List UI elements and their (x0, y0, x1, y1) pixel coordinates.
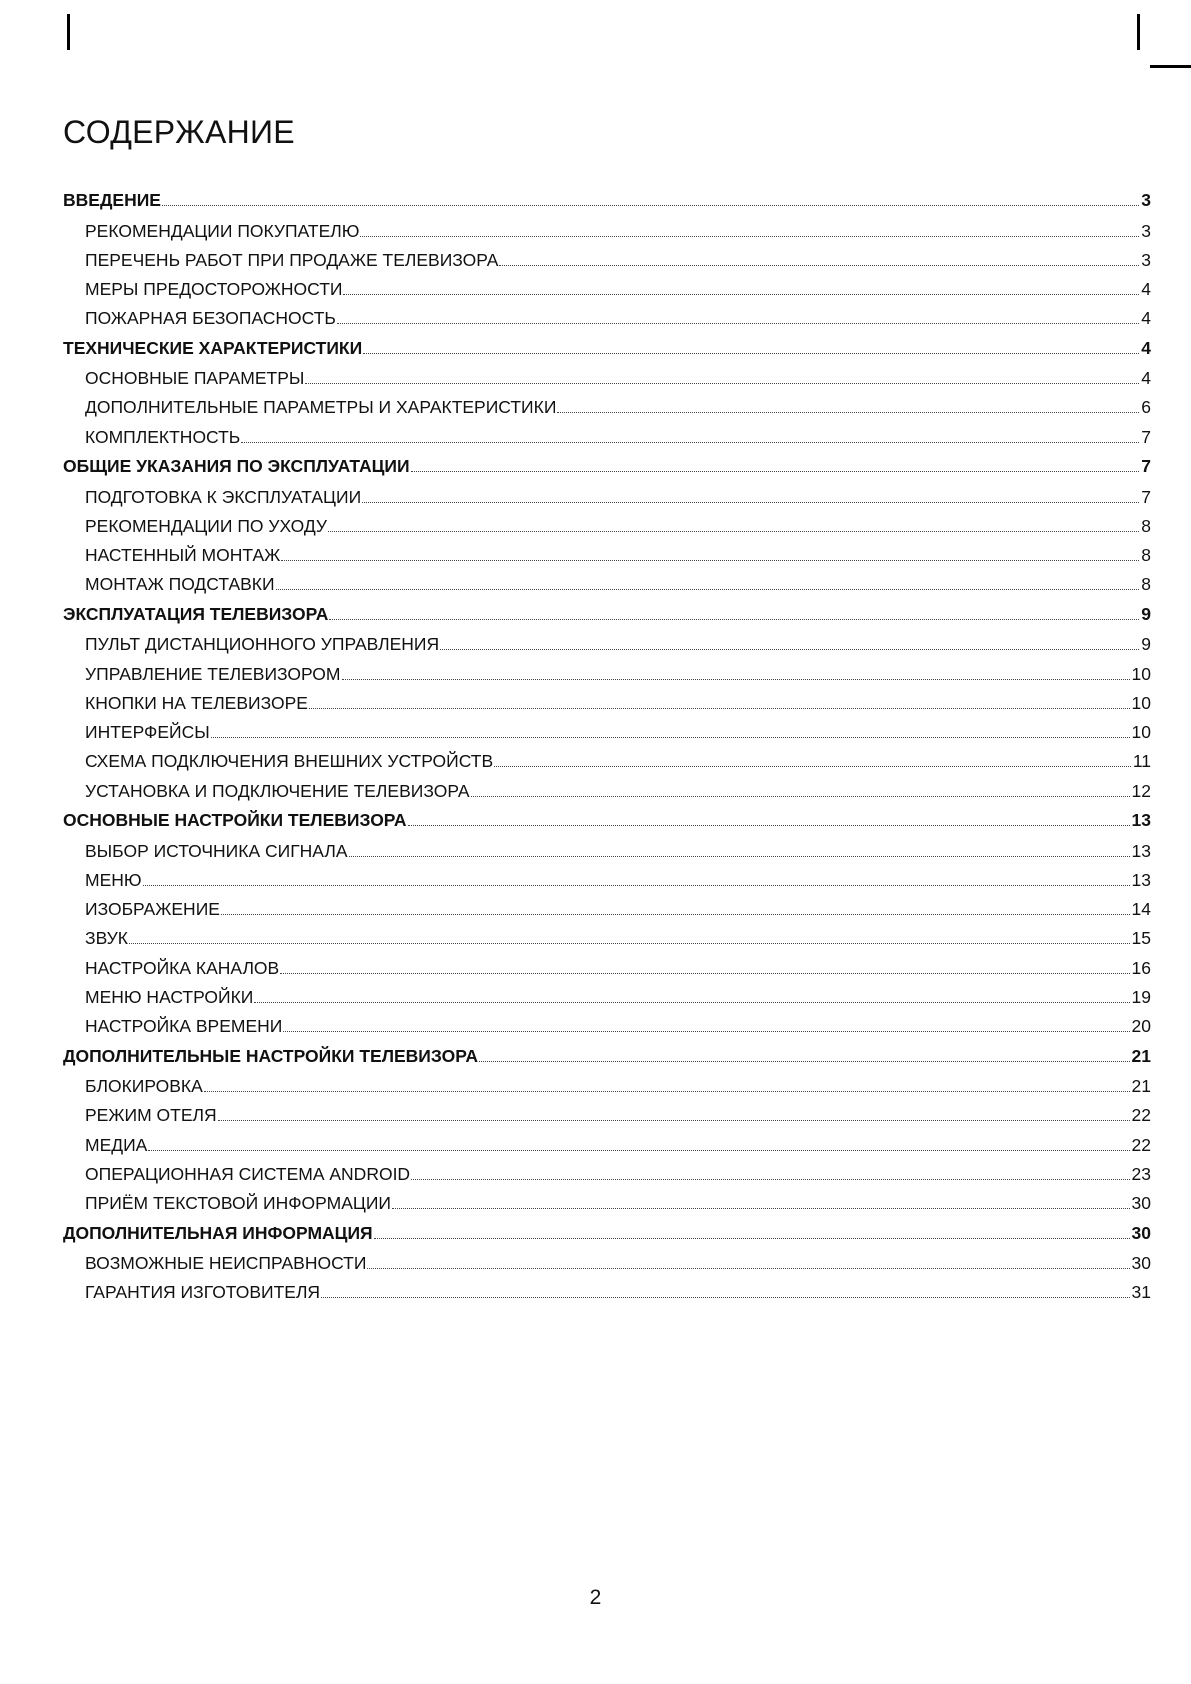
toc-dot-leader (494, 766, 1131, 767)
toc-entry-row[interactable] (63, 279, 1151, 308)
toc-page-number: 9 (1141, 603, 1151, 624)
toc-entry-label: ДОПОЛНИТЕЛЬНЫЕ ПАРАМЕТРЫ И ХАРАКТЕРИСТИКИ (85, 397, 557, 418)
toc-entry-label: ВОЗМОЖНЫЕ НЕИСПРАВНОСТИ (85, 1253, 367, 1274)
toc-page-number: 3 (1141, 190, 1151, 210)
toc-page-number: 8 (1141, 574, 1151, 595)
toc-page-number: 15 (1131, 928, 1151, 949)
toc-entry-label: ВВЕДЕНИЕ (63, 190, 161, 210)
toc-page-number: 6 (1141, 397, 1151, 418)
toc-page-number: 8 (1141, 515, 1151, 536)
toc-page-number: 7 (1141, 486, 1151, 507)
toc-entry-row[interactable] (63, 397, 1151, 426)
toc-entry-label: ОПЕРАЦИОННАЯ СИСТЕМА ANDROID (85, 1164, 411, 1185)
toc-entry-row[interactable] (63, 664, 1151, 693)
toc-page-number: 10 (1131, 692, 1151, 713)
toc-entry-row[interactable] (63, 870, 1151, 899)
toc-dot-leader (276, 589, 1140, 590)
toc-entry-label: МЕНЮ НАСТРОЙКИ (85, 987, 254, 1008)
toc-page-number: 4 (1141, 368, 1151, 389)
toc-entry-row[interactable] (63, 1105, 1151, 1134)
toc-dot-leader (499, 265, 1139, 266)
table-of-contents (63, 190, 1151, 1312)
toc-entry-row[interactable] (63, 221, 1151, 250)
toc-entry-row[interactable] (63, 574, 1151, 603)
toc-page-number: 3 (1141, 220, 1151, 241)
toc-entry-label: МЕДИА (85, 1134, 148, 1155)
toc-entry-label: ЗВУК (85, 928, 128, 949)
toc-entry-label: РЕКОМЕНДАЦИИ ПОКУПАТЕЛЮ (85, 220, 360, 241)
toc-dot-leader (221, 914, 1130, 915)
toc-page-number: 7 (1141, 426, 1151, 447)
toc-entry-row[interactable] (63, 987, 1151, 1016)
toc-entry-label: ТЕХНИЧЕСКИЕ ХАРАКТЕРИСТИКИ (63, 337, 363, 358)
toc-section-row[interactable] (63, 604, 1151, 635)
toc-dot-leader (218, 1120, 1130, 1121)
toc-entry-row[interactable] (63, 1076, 1151, 1105)
toc-entry-row[interactable] (63, 427, 1151, 456)
toc-dot-leader (337, 323, 1139, 324)
toc-entry-label: НАСТРОЙКА КАНАЛОВ (85, 957, 280, 978)
toc-entry-row[interactable] (63, 487, 1151, 516)
toc-dot-leader (374, 1238, 1130, 1239)
toc-dot-leader (471, 796, 1130, 797)
toc-section-row[interactable] (63, 456, 1151, 487)
toc-dot-leader (211, 737, 1130, 738)
toc-entry-row[interactable] (63, 1016, 1151, 1045)
toc-entry-row[interactable] (63, 250, 1151, 279)
toc-page-number: 16 (1131, 957, 1151, 978)
toc-dot-leader (392, 1208, 1130, 1209)
toc-entry-row[interactable] (63, 899, 1151, 928)
toc-page-number: 9 (1141, 634, 1151, 655)
toc-entry-row[interactable] (63, 1253, 1151, 1282)
toc-entry-row[interactable] (63, 516, 1151, 545)
toc-dot-leader (148, 1150, 1129, 1151)
toc-dot-leader (362, 502, 1139, 503)
toc-section-row[interactable] (63, 1223, 1151, 1254)
toc-page-number: 13 (1131, 810, 1151, 831)
toc-page-number: 14 (1131, 899, 1151, 920)
toc-entry-label: РЕЖИМ ОТЕЛЯ (85, 1105, 217, 1126)
toc-page-number: 22 (1131, 1134, 1151, 1155)
toc-page-number: 4 (1141, 279, 1151, 300)
toc-dot-leader (557, 412, 1139, 413)
toc-page-number: 21 (1131, 1076, 1151, 1097)
toc-dot-leader (349, 856, 1130, 857)
toc-dot-leader (342, 679, 1130, 680)
toc-page-number: 21 (1131, 1045, 1151, 1066)
toc-dot-leader (343, 294, 1139, 295)
toc-entry-label: ПУЛЬТ ДИСТАНЦИОННОГО УПРАВЛЕНИЯ (85, 634, 440, 655)
toc-dot-leader (360, 236, 1139, 237)
toc-entry-label: ПРИЁМ ТЕКСТОВОЙ ИНФОРМАЦИИ (85, 1193, 391, 1214)
toc-entry-label: ГАРАНТИЯ ИЗГОТОВИТЕЛЯ (85, 1282, 321, 1303)
toc-entry-row[interactable] (63, 928, 1151, 957)
toc-entry-label: МЕНЮ (85, 869, 142, 890)
toc-dot-leader (280, 973, 1129, 974)
toc-dot-leader (479, 1061, 1130, 1062)
toc-entry-row[interactable] (63, 1282, 1151, 1311)
toc-dot-leader (321, 1297, 1129, 1298)
toc-dot-leader (281, 560, 1139, 561)
toc-section-row[interactable] (63, 810, 1151, 841)
toc-page-number: 7 (1141, 456, 1151, 477)
toc-entry-row[interactable] (63, 368, 1151, 397)
toc-entry-label: МОНТАЖ ПОДСТАВКИ (85, 574, 275, 595)
toc-entry-label: БЛОКИРОВКА (85, 1076, 203, 1097)
toc-page-number: 30 (1131, 1253, 1151, 1274)
toc-entry-label: НАСТРОЙКА ВРЕМЕНИ (85, 1016, 283, 1037)
toc-dot-leader (440, 649, 1139, 650)
toc-page-number: 13 (1131, 869, 1151, 890)
toc-page-number: 22 (1131, 1105, 1151, 1126)
toc-dot-leader (305, 383, 1139, 384)
toc-dot-leader (329, 619, 1139, 620)
toc-page-number: 4 (1141, 337, 1151, 358)
toc-page-number: 11 (1132, 751, 1151, 772)
crop-mark-top-left (67, 14, 70, 50)
toc-entry-row[interactable] (63, 841, 1151, 870)
toc-dot-leader (143, 885, 1130, 886)
toc-entry-label: ИЗОБРАЖЕНИЕ (85, 899, 220, 920)
toc-entry-row[interactable] (63, 634, 1151, 663)
toc-page-number: 10 (1131, 722, 1151, 743)
toc-dot-leader (411, 1179, 1129, 1180)
toc-entry-row[interactable] (63, 722, 1151, 751)
toc-entry-label: УСТАНОВКА И ПОДКЛЮЧЕНИЕ ТЕЛЕВИЗОРА (85, 780, 470, 801)
toc-entry-row[interactable] (63, 1193, 1151, 1222)
page-title: СОДЕРЖАНИЕ (63, 114, 295, 150)
toc-entry-row[interactable] (63, 781, 1151, 810)
toc-entry-row[interactable] (63, 1164, 1151, 1193)
toc-dot-leader (241, 442, 1139, 443)
toc-entry-label: СХЕМА ПОДКЛЮЧЕНИЯ ВНЕШНИХ УСТРОЙСТВ (85, 751, 494, 772)
toc-entry-row[interactable] (63, 958, 1151, 987)
toc-page-number: 8 (1141, 545, 1151, 566)
crop-mark-top-right-horizontal (1150, 65, 1191, 68)
toc-entry-label: ДОПОЛНИТЕЛЬНЫЕ НАСТРОЙКИ ТЕЛЕВИЗОРА (63, 1045, 478, 1066)
toc-entry-row[interactable] (63, 545, 1151, 574)
toc-section-row[interactable] (63, 1046, 1151, 1077)
toc-entry-label: ВЫБОР ИСТОЧНИКА СИГНАЛА (85, 840, 348, 861)
toc-entry-label: УПРАВЛЕНИЕ ТЕЛЕВИЗОРОМ (85, 663, 341, 684)
toc-dot-leader (367, 1268, 1129, 1269)
toc-dot-leader (204, 1091, 1130, 1092)
toc-section-row[interactable] (63, 338, 1151, 369)
toc-entry-label: ОСНОВНЫЕ НАСТРОЙКИ ТЕЛЕВИЗОРА (63, 810, 407, 831)
toc-dot-leader (363, 353, 1139, 354)
toc-section-row[interactable] (63, 190, 1151, 221)
page-number: 2 (589, 1586, 602, 1609)
toc-dot-leader (283, 1031, 1129, 1032)
toc-page-number: 31 (1131, 1282, 1151, 1303)
toc-page-number: 10 (1131, 663, 1151, 684)
toc-dot-leader (328, 531, 1139, 532)
toc-entry-label: ОСНОВНЫЕ ПАРАМЕТРЫ (85, 368, 305, 389)
toc-page-number: 30 (1131, 1193, 1151, 1214)
toc-page-number: 12 (1131, 780, 1151, 801)
toc-page-number: 20 (1131, 1016, 1151, 1037)
toc-page-number: 13 (1131, 840, 1151, 861)
toc-page-number: 4 (1141, 308, 1151, 329)
toc-page-number: 30 (1131, 1222, 1151, 1243)
toc-entry-label: ПОЖАРНАЯ БЕЗОПАСНОСТЬ (85, 308, 336, 329)
toc-dot-leader (411, 471, 1140, 472)
toc-entry-label: ПЕРЕЧЕНЬ РАБОТ ПРИ ПРОДАЖЕ ТЕЛЕВИЗОРА (85, 249, 499, 270)
toc-page-number: 23 (1131, 1164, 1151, 1185)
crop-mark-top-right (1137, 14, 1140, 50)
toc-entry-label: КНОПКИ НА ТЕЛЕВИЗОРЕ (85, 692, 308, 713)
toc-entry-label: КОМПЛЕКТНОСТЬ (85, 426, 241, 447)
toc-dot-leader (254, 1002, 1129, 1003)
toc-entry-label: НАСТЕННЫЙ МОНТАЖ (85, 545, 281, 566)
toc-entry-label: ДОПОЛНИТЕЛЬНАЯ ИНФОРМАЦИЯ (63, 1222, 373, 1243)
toc-dot-leader (309, 708, 1130, 709)
toc-dot-leader (162, 205, 1139, 206)
toc-dot-leader (129, 943, 1130, 944)
toc-entry-label: ЭКСПЛУАТАЦИЯ ТЕЛЕВИЗОРА (63, 603, 329, 624)
toc-entry-label: РЕКОМЕНДАЦИИ ПО УХОДУ (85, 515, 327, 536)
toc-dot-leader (408, 825, 1130, 826)
toc-entry-label: ОБЩИЕ УКАЗАНИЯ ПО ЭКСПЛУАТАЦИИ (63, 456, 410, 477)
toc-entry-label: МЕРЫ ПРЕДОСТОРОЖНОСТИ (85, 279, 343, 300)
toc-entry-row[interactable] (63, 308, 1151, 337)
toc-entry-row[interactable] (63, 1135, 1151, 1164)
toc-entry-row[interactable] (63, 751, 1151, 780)
toc-page-number: 3 (1141, 249, 1151, 270)
toc-page-number: 19 (1131, 987, 1151, 1008)
toc-entry-label: ИНТЕРФЕЙСЫ (85, 722, 210, 743)
toc-entry-label: ПОДГОТОВКА К ЭКСПЛУАТАЦИИ (85, 486, 362, 507)
toc-entry-row[interactable] (63, 693, 1151, 722)
